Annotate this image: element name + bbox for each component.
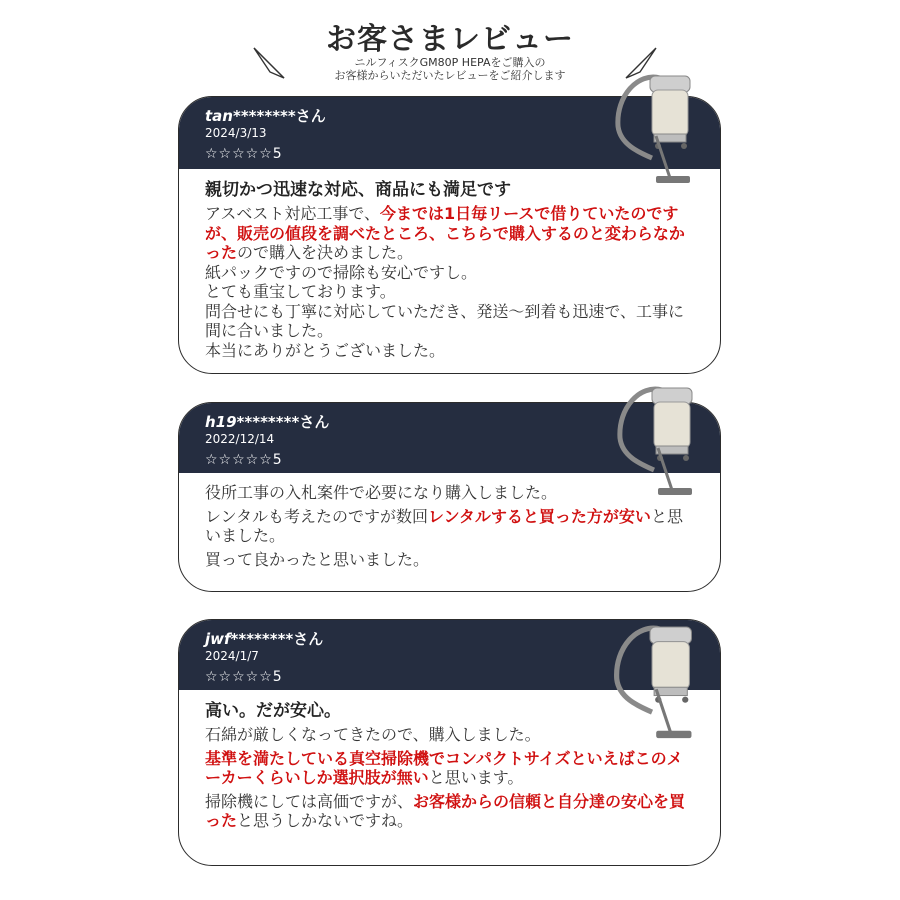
review-text-segment: 石綿が厳しくなってきたので、購入しました。 <box>205 725 541 744</box>
star-rating: ☆☆☆☆☆5 <box>205 452 283 468</box>
review-text <box>205 204 694 360</box>
subtitle-line-1: ニルフィスクGM80P HEPAをご購入の <box>354 56 546 69</box>
review-text-segment: 問合せにも丁寧に対応していただき、発送〜到着も迅速で、工事に間に合いました。 <box>205 301 685 340</box>
highlighted-text: レンタルすると買った方が安い <box>427 506 651 526</box>
review-text-segment: と思うしかないですね。 <box>237 811 414 830</box>
subtitle-line-2: お客様からいただいたレビューをご紹介します <box>334 69 566 82</box>
review-paragraph <box>205 792 694 831</box>
review-paragraph <box>205 749 694 788</box>
review-date: 2024/3/13 <box>205 126 267 140</box>
review-paragraph <box>205 302 694 341</box>
star-rating: ☆☆☆☆☆5 <box>205 146 283 162</box>
review-paragraph <box>205 550 694 570</box>
review-text-segment: 買って良かったと思いました。 <box>205 549 430 569</box>
review-paragraph <box>205 282 694 302</box>
reviewer-id: jwf******** <box>205 630 294 648</box>
page-title: お客さまレビュー <box>326 22 574 57</box>
review-date: 2024/1/7 <box>205 649 259 663</box>
reviewer-honorific: さん <box>295 107 326 125</box>
reviewer-honorific: さん <box>299 413 330 431</box>
highlighted-text: 基準を満たしている真空掃除機でコンパクトサイズといえばこのメーカーくらいしか選択肢が無い <box>205 748 683 787</box>
page-subtitle <box>0 56 900 82</box>
review-title: 高い。だが安心。 <box>205 701 341 721</box>
vacuum-cleaner-icon <box>600 378 706 502</box>
review-text-segment: 紙パックですので掃除も安心ですし。 <box>205 262 478 282</box>
review-text-segment: 役所工事の入札案件で必要になり購入しました。 <box>205 483 558 502</box>
review-text-segment: アスベスト対応工事で、 <box>205 204 381 223</box>
reviewer-id: tan******** <box>205 107 296 125</box>
review-date: 2022/12/14 <box>205 432 275 446</box>
review-text-segment: 掃除機にしては高価ですが、 <box>205 791 414 811</box>
review-text-segment: とても重宝しております。 <box>205 282 396 301</box>
review-title: 親切かつ迅速な対応、商品にも満足です <box>205 180 511 200</box>
reviewer-honorific: さん <box>293 630 324 648</box>
vacuum-cleaner-icon <box>598 66 704 190</box>
highlighted-text: お客様からの信頼と自分達の安心を買った <box>205 791 686 830</box>
review-text-segment: と思います。 <box>428 768 524 787</box>
review-paragraph <box>205 263 694 283</box>
review-text-segment: と思いました。 <box>205 506 683 545</box>
review-card-body <box>179 169 720 360</box>
highlighted-text: 今までは1日毎リースで借りていたのですが、販売の値段を調べたところ、こちらで購入するのと変わらなかった <box>205 204 685 262</box>
star-rating: ☆☆☆☆☆5 <box>205 669 283 685</box>
reviewer-id: h19******** <box>205 413 300 431</box>
page-header <box>0 0 900 95</box>
review-paragraph <box>205 341 694 361</box>
review-text-segment: ので購入を決めました。 <box>237 243 414 262</box>
review-paragraph <box>205 507 694 546</box>
review-text-segment: レンタルも考えたのですが数回 <box>205 506 428 526</box>
review-paragraph <box>205 204 694 263</box>
review-text-segment: 本当にありがとうございました。 <box>205 340 446 360</box>
vacuum-cleaner-icon <box>596 616 706 746</box>
